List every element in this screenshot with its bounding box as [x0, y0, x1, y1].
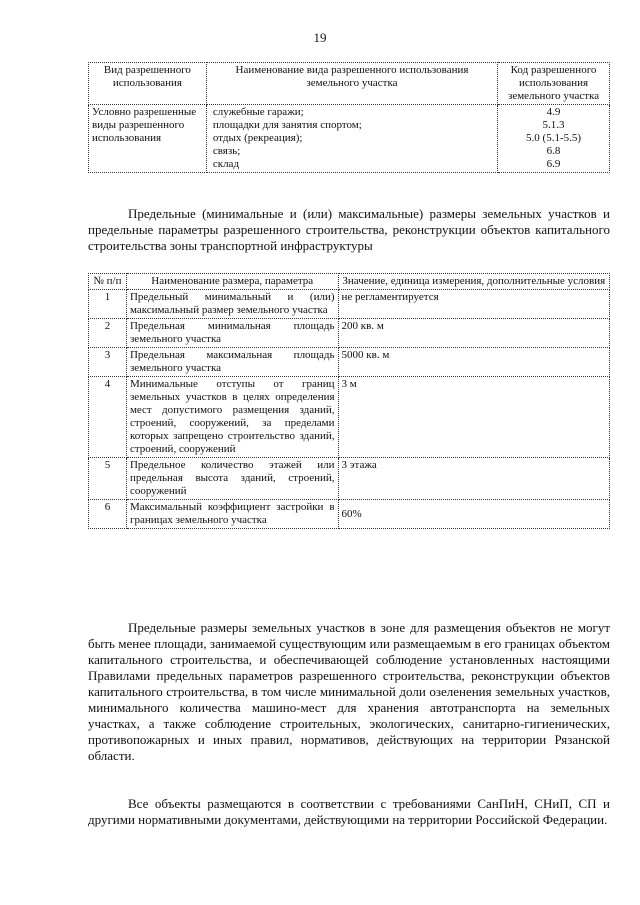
table-row [89, 290, 610, 319]
table-row [89, 500, 610, 529]
table-row [89, 319, 610, 348]
header-use-code: Код разрешенного использования земельного участка [498, 63, 610, 105]
row-number: 3 [89, 348, 127, 377]
header-use-type: Вид разрешенного использования [89, 63, 207, 105]
use-codes-cell [498, 105, 610, 173]
code-item: 5.0 (5.1-5.5) [526, 132, 582, 144]
permitted-use-table [88, 62, 610, 173]
list-item: склад [212, 158, 240, 170]
row-number: 4 [89, 377, 127, 458]
table-row [89, 105, 610, 173]
row-value: 3 м [338, 377, 609, 458]
row-parameter: Максимальный коэффициент застройки в границах земельного участка [126, 500, 338, 529]
row-number: 2 [89, 319, 127, 348]
page-number: 19 [313, 30, 327, 45]
use-names-cell [206, 105, 497, 173]
table-row [89, 458, 610, 500]
row-value: 3 этажа [338, 458, 609, 500]
table-header-row [89, 63, 610, 105]
row-value: 200 кв. м [338, 319, 609, 348]
row-parameter: Предельный минимальный и (или) максимальный размер земельного участка [126, 290, 338, 319]
section-intro: Предельные (минимальные и (или) максимальные) размеры земельных участков и предельные параметры разрешенного строительства, реконструкции объектов капитального строительства зоны транспортной инфраструктуры [88, 206, 610, 253]
list-item: отдых (рекреация); [212, 132, 303, 144]
paragraph-limits: Предельные размеры земельных участков в зоне для размещения объектов не могут быть менее площади, занимаемой существующим или размещаемым в его границах объектом капитального строительства, и обеспечивающей соблюдение установленных настоящими Правилами предельных параметров разрешенного строительства, реконструкции объектов капитального строительства, в том числе минимальной доли озеленения земельных участков, минимального количества машино-мест для хранения автотранспорта на земельных участках, а также соблюдение строительных, экологических, санитарно-гигиенических, противопожарных и иных правил, нормативов, действующих на территории Рязанской области. [88, 620, 610, 763]
row-number: 6 [89, 500, 127, 529]
row-parameter: Минимальные отступы от границ земельных участков в целях определения мест допустимого размещения зданий, строений, сооружений, за пределами которых запрещено строительство зданий, строений, сооружений [126, 377, 338, 458]
parameters-table [88, 273, 610, 529]
row-parameter: Предельное количество этажей или предельная высота зданий, строений, сооружений [126, 458, 338, 500]
row-value: 60% [338, 500, 609, 529]
list-item: служебные гаражи; [212, 106, 304, 118]
row-value: не регламентируется [338, 290, 609, 319]
header-value: Значение, единица измерения, дополнительные условия [338, 274, 609, 290]
table-header-row [89, 274, 610, 290]
use-type-cell: Условно разрешенные виды разрешенного использования [89, 105, 207, 173]
row-parameter: Предельная минимальная площадь земельного участка [126, 319, 338, 348]
row-number: 1 [89, 290, 127, 319]
code-item: 4.9 [546, 106, 561, 118]
code-item: 5.1.3 [542, 119, 565, 131]
row-number: 5 [89, 458, 127, 500]
paragraph-compliance: Все объекты размещаются в соответствии с требованиями СанПиН, СНиП, СП и другими нормативными документами, действующими на территории Российской Федерации. [88, 796, 610, 827]
code-item: 6.9 [546, 158, 561, 170]
table-row [89, 348, 610, 377]
header-parameter: Наименование размера, параметра [126, 274, 338, 290]
header-use-name: Наименование вида разрешенного использования земельного участка [206, 63, 497, 105]
code-item: 6.8 [546, 145, 561, 157]
list-item: связь; [212, 145, 241, 157]
header-number: № п/п [89, 274, 127, 290]
row-value: 5000 кв. м [338, 348, 609, 377]
row-parameter: Предельная максимальная площадь земельного участка [126, 348, 338, 377]
table-row [89, 377, 610, 458]
list-item: площадки для занятия спортом; [212, 119, 362, 131]
